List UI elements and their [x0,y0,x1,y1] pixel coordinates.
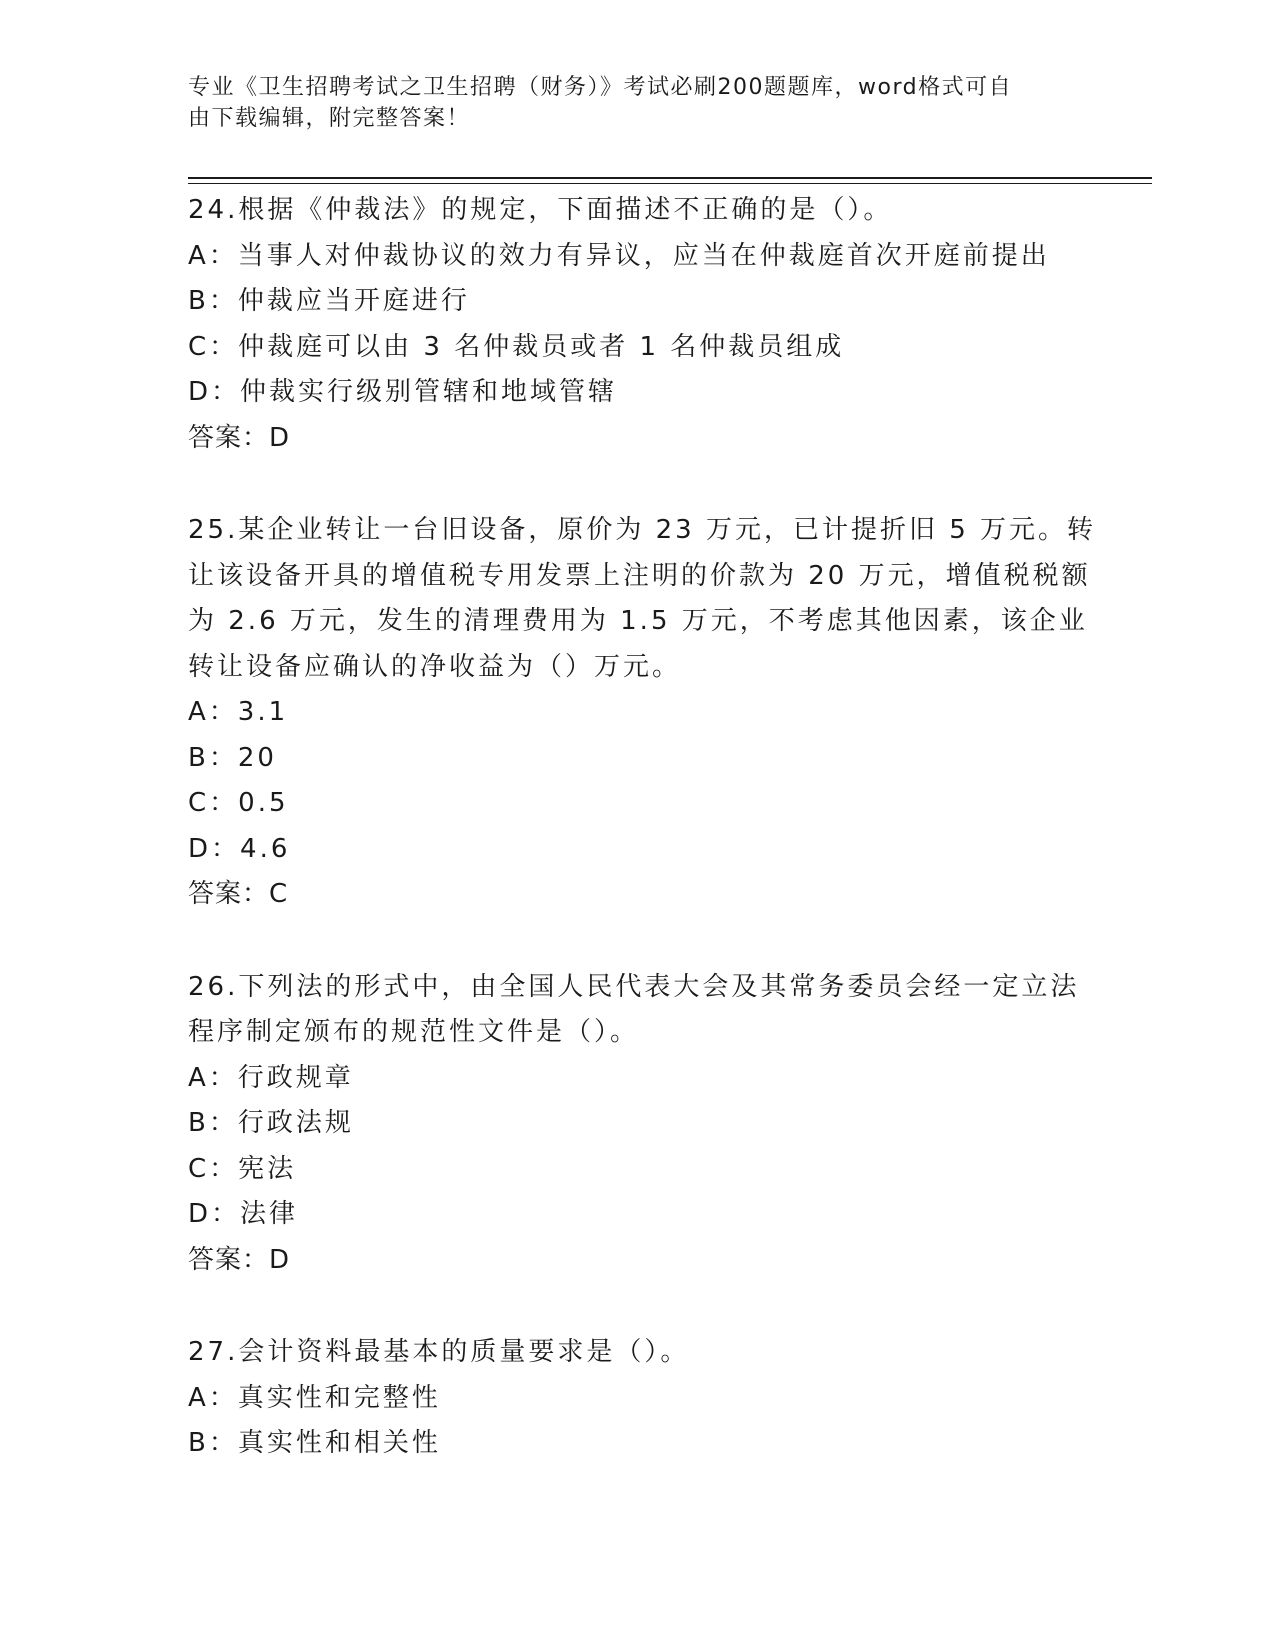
question-stem [188,188,1088,234]
question-27 [188,1330,1088,1467]
header-rule-thick [188,177,1152,179]
stem-line: 25.某企业转让一台旧设备，原价为 23 万元，已计提折旧 5 万元。转 [188,515,1097,545]
answer-label: 答案：D [188,1244,291,1275]
stem-line: 转让设备应确认的净收益为（）万元。 [188,651,682,682]
question-stem [188,508,1097,690]
question-26 [188,965,1088,1284]
question-stem [188,1330,1088,1376]
option-a: A：行政规章 [188,1062,354,1093]
stem-line: 程序制定颁布的规范性文件是（）。 [188,1017,640,1047]
option-d: D：法律 [188,1199,299,1229]
header-rule-thin [188,183,1152,184]
option-b: B：20 [188,742,277,773]
option-c: C：仲裁庭可以由 3 名仲裁员或者 1 名仲裁员组成 [188,331,845,362]
question-24 [188,188,1088,461]
stem-line: 27.会计资料最基本的质量要求是（）。 [188,1337,690,1367]
option-b: B：真实性和相关性 [188,1428,441,1458]
question-stem [188,965,1088,1056]
option-a: A：真实性和完整性 [188,1382,441,1413]
header-line-1: 专业《卫生招聘考试之卫生招聘（财务）》考试必刷200题题库，word格式可自 [188,75,1013,100]
document-header [188,72,1068,134]
question-list [188,188,1097,1514]
option-c: C：宪法 [188,1153,297,1184]
option-b: B：行政法规 [188,1108,354,1138]
stem-line: 24.根据《仲裁法》的规定，下面描述不正确的是（）。 [188,195,893,225]
option-a: A：3.1 [188,697,289,727]
answer-label: 答案：D [188,422,291,453]
option-d: D：4.6 [188,833,291,864]
answer-label: 答案：C [188,879,289,909]
stem-line: 让该设备开具的增值税专用发票上注明的价款为 20 万元，增值税税额 [188,560,1091,591]
stem-line: 26.下列法的形式中，由全国人民代表大会及其常务委员会经一定立法 [188,971,1080,1002]
question-25 [188,508,1097,918]
stem-line: 为 2.6 万元，发生的清理费用为 1.5 万元，不考虑其他因素，该企业 [188,606,1088,636]
option-b: B：仲裁应当开庭进行 [188,286,470,316]
header-line-2: 由下载编辑，附完整答案！ [188,106,471,131]
option-d: D：仲裁实行级别管辖和地域管辖 [188,377,618,407]
option-a: A：当事人对仲裁协议的效力有异议，应当在仲裁庭首次开庭前提出 [188,240,1050,271]
option-c: C：0.5 [188,788,289,818]
